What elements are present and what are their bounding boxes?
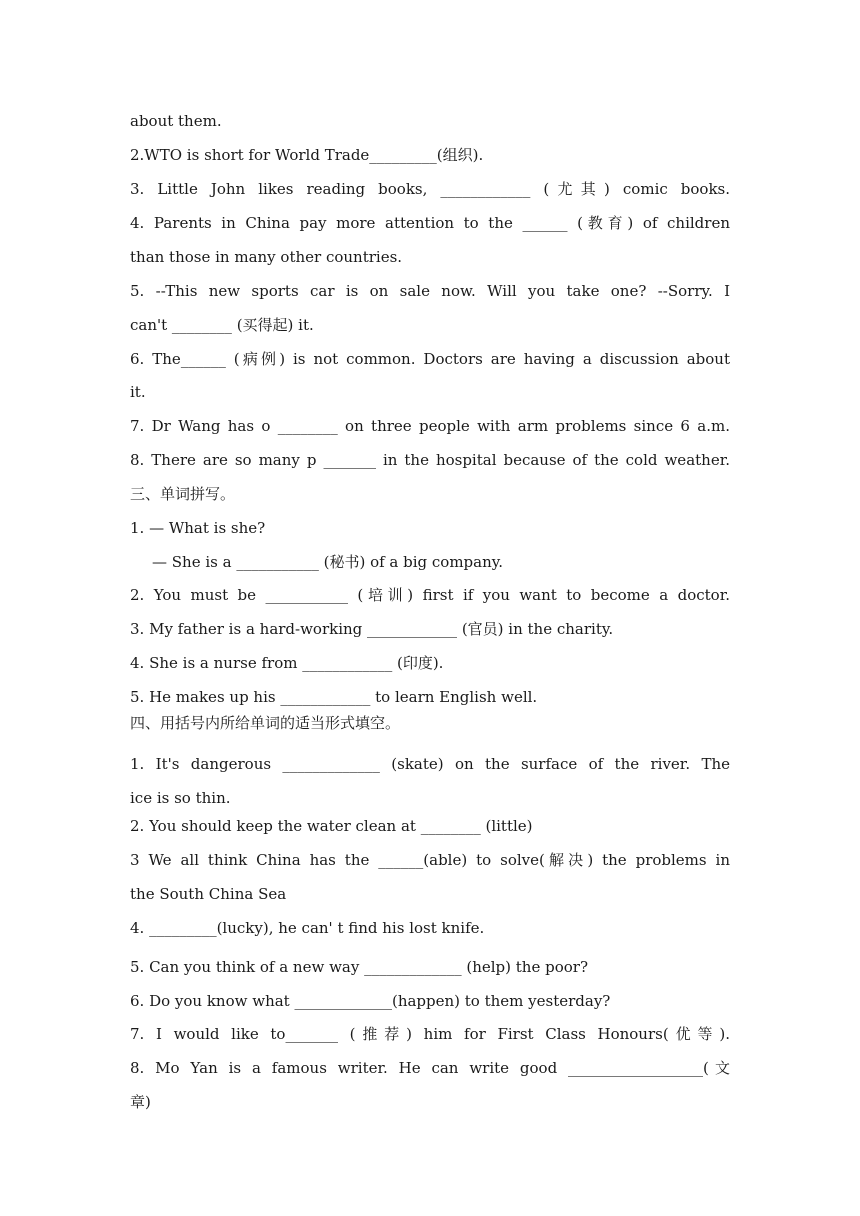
question-skate: 1. It's dangerous _____________ (skate) on the surface of the river. The <box>130 755 730 773</box>
question-dr-wang: 7. Dr Wang has o ________ on three people with arm problems since 6 a.m. <box>130 417 730 435</box>
question-lucky: 4. _________(lucky), he can' t find his lost knife. <box>130 919 485 937</box>
text-line: 章) <box>130 1093 151 1111</box>
question-what-is-she: 1. — What is she? <box>130 519 266 537</box>
question-hospital: 8. There are so many p _______ in the hospital because of the cold weather. <box>130 451 730 469</box>
question-mind: 5. He makes up his ____________ to learn English well. <box>130 688 538 706</box>
question-india: 4. She is a nurse from ____________ (印度). <box>130 654 444 672</box>
question-wto: 2.WTO is short for World Trade_________(组织). <box>130 146 484 164</box>
section-heading-word-forms: 四、用括号内所给单词的适当形式填空。 <box>130 714 401 732</box>
text-line: can't ________ (买得起) it. <box>130 316 314 334</box>
question-able: 3 We all think China has the ______(able) to solve(解决) the problems in <box>130 851 730 869</box>
text-line: ice is so thin. <box>130 789 231 807</box>
text-line: it. <box>130 383 146 401</box>
worksheet-page <box>130 0 730 1216</box>
question-help: 5. Can you think of a new way _____________ (help) the poor? <box>130 958 588 976</box>
question-articles: 8. Mo Yan is a famous writer. He can write good __________________(文 <box>130 1059 730 1077</box>
question-parents: 4. Parents in China pay more attention to the ______ (教育) of children <box>130 214 730 232</box>
question-case: 6. The______ (病例) is not common. Doctors are having a discussion about <box>130 350 730 368</box>
question-train: 2. You must be ___________ (培训) first if you want to become a doctor. <box>130 586 730 604</box>
text-line: than those in many other countries. <box>130 248 403 266</box>
text-line: the South China Sea <box>130 885 287 903</box>
section-heading-spelling: 三、单词拼写。 <box>130 485 236 503</box>
question-official: 3. My father is a hard-working ____________ (官员) in the charity. <box>130 620 614 638</box>
question-little: 2. You should keep the water clean at ________ (little) <box>130 817 533 835</box>
question-secretary: — She is a ___________ (秘书) of a big company. <box>152 553 504 571</box>
question-recommend: 7. I would like to_______ (推荐) him for First Class Honours(优等). <box>130 1025 730 1043</box>
question-little-john: 3. Little John likes reading books, ____________ (尤其) comic books. <box>130 180 730 198</box>
question-sports-car: 5. --This new sports car is on sale now. Will you take one? --Sorry. I <box>130 282 730 300</box>
question-happen: 6. Do you know what _____________(happen) to them yesterday? <box>130 992 611 1010</box>
text-line: about them. <box>130 112 222 130</box>
